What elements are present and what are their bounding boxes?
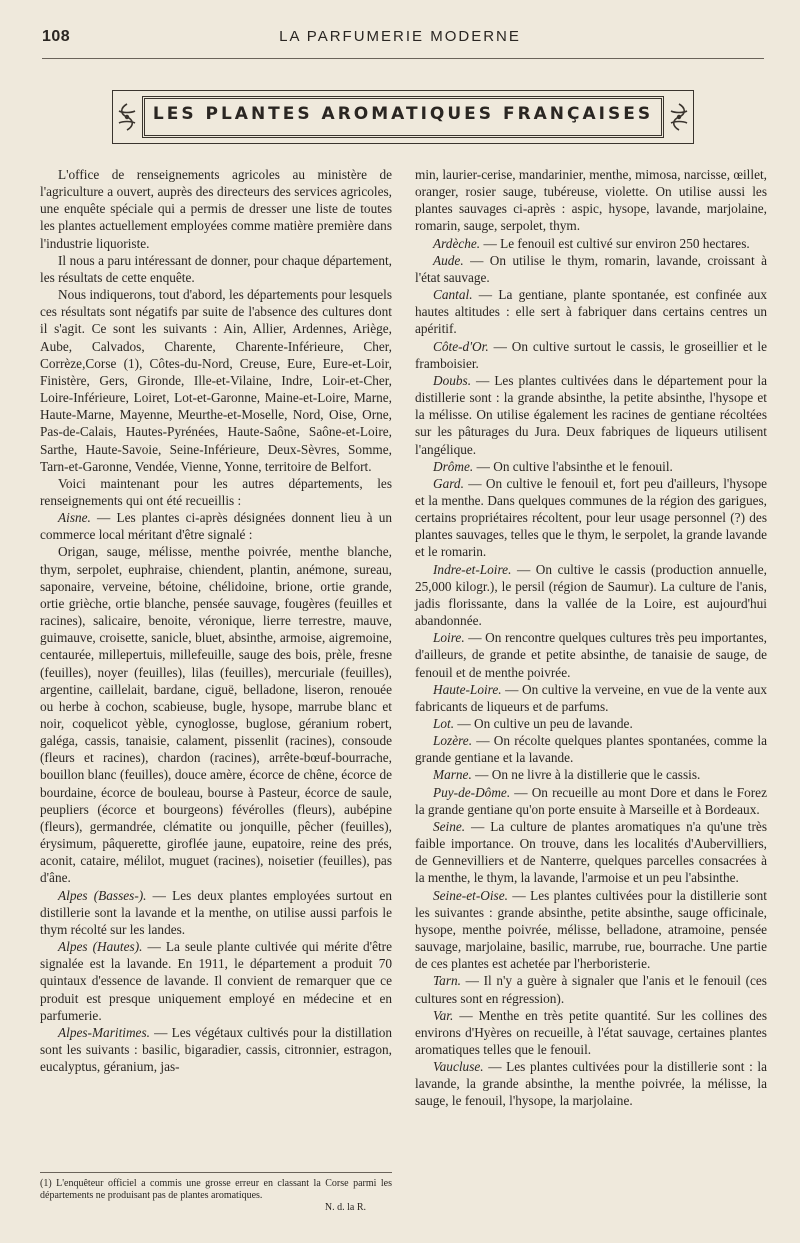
running-head xyxy=(0,28,800,52)
department-name: Côte-d'Or. xyxy=(433,338,489,354)
department-name: Seine. xyxy=(433,818,466,834)
transition-paragraph: Voici maintenant pour les autres départements, les renseignements qui ont été recueillis : xyxy=(40,475,392,508)
department-entry-aisne xyxy=(40,509,392,543)
journal-title: LA PARFUMERIE MODERNE xyxy=(279,28,521,45)
department-entry-lot xyxy=(415,715,767,732)
department-text: — Les plantes cultivées dans le département pour la distillerie sont : la grande absinthe, la petite absinthe, l'hysope et la mélisse. On utilise également les racines de gentiane récoltées sur les pâturages du Jura. Deux fabriques de liqueurs utilisent l'angélique. xyxy=(415,372,767,457)
footnote-rule xyxy=(40,1172,392,1173)
department-entry-alpes-maritimes xyxy=(40,1024,392,1075)
department-name: Loire. xyxy=(433,630,465,646)
department-text: — On recueille au mont Dore et dans le Forez la grande gentiane qu'on porte ensuite à Marseille et à Bordeaux. xyxy=(415,784,767,817)
department-entry-aude xyxy=(415,252,767,286)
article-title: LES PLANTES AROMATIQUES FRANÇAISES xyxy=(152,104,654,124)
article-title-banner xyxy=(112,90,694,144)
department-entry-loire xyxy=(415,629,767,680)
department-entry-tarn xyxy=(415,972,767,1006)
negative-departments-paragraph: Nous indiquerons, tout d'abord, les départements pour lesquels ces résultats sont négatifs par suite de l'absence des cultures dont il s'agit. Ce sont les suivants : Ain, Allier, Ardennes, Ariège, Aube, Calvados, Charente, Charente-Inférieure, Cher, Corrèze,Corse (1), Côtes-du-Nord, Creuse, Eure, Eure-et-Loir, Finistère, Gers, Gironde, Ille-et-Vilaine, Indre, Loir-et-Cher, Loire-Inférieure, Loiret, Lot-et-Garonne, Maine-et-Loire, Marne, Haute-Marne, Mayenne, Meurthe-et-Moselle, Nord, Oise, Orne, Pas-de-Calais, Hautes-Pyrénées, Haute-Saône, Saône-et-Loire, Sarthe, Haute-Savoie, Seine-Inférieure, Deux-Sèvres, Somme, Tarn-et-Garonne, Vendée, Vienne, Yonne, territoire de Belfort. xyxy=(40,287,392,474)
footnote xyxy=(40,1178,392,1214)
department-entry-ardeche xyxy=(415,235,767,252)
footnote-signature: N. d. la R. xyxy=(324,1202,366,1213)
department-name: Puy-de-Dôme. xyxy=(433,784,511,800)
department-text: — La seule plante cultivée qui mérite d'être signalée est la lavande. En 1911, le département a produit 70 quintaux d'essence de lavande. Il convient de remarquer que ce produit est presque uniquement employé en médecine et en parfumerie. xyxy=(40,939,393,1023)
department-text: — On cultive la verveine, en vue de la vente aux fabricants de liqueurs et de parfums. xyxy=(415,681,767,714)
department-entry-lozere xyxy=(415,732,767,766)
department-entry-vaucluse xyxy=(415,1058,767,1109)
department-name: Cantal. xyxy=(433,287,473,303)
department-name: Lozère. xyxy=(433,733,473,749)
department-entry-seine-et-oise xyxy=(415,887,767,973)
department-text: — On récolte quelques plantes spontanées, comme la grande gentiane et la lavande. xyxy=(415,733,767,766)
department-entry-hautes-alpes xyxy=(40,938,392,1024)
department-text: — Les végétaux cultivés pour la distillation sont les suivants : basilic, bigaradier, cassis, citronnier, estragon, eucalyptus, géranium, jas- xyxy=(40,1024,392,1075)
left-column xyxy=(40,166,392,1075)
department-name: Doubs. xyxy=(433,372,472,388)
department-entry-var xyxy=(415,1007,767,1058)
continuation-paragraph: min, laurier-cerise, mandarinier, menthe, mimosa, narcisse, œillet, oranger, rosier sauge, tubéreuse, violette. On utilise aussi les plantes sauvages ci-après : aspic, hysope, lavande, marjolaine, romarin, sauge, serpolet, thym. xyxy=(415,167,767,234)
department-entry-cantal xyxy=(415,286,767,337)
department-name: Vaucluse. xyxy=(433,1059,484,1075)
department-name: Alpes-Maritimes. xyxy=(58,1024,150,1040)
department-text: — Il n'y a guère à signaler que l'anis et le fenouil (ces cultures sont en régression). xyxy=(415,973,767,1006)
department-entry-seine xyxy=(415,818,767,887)
department-text: — On utilise le thym, romarin, lavande, croissant à l'état sauvage. xyxy=(415,252,767,285)
department-name: Seine-et-Oise. xyxy=(433,887,508,903)
department-text: — Menthe en très petite quantité. Sur les collines des environs d'Hyères on recueille, à l'état sauvage, certaines plantes aromatiques telles que le fenouil. xyxy=(415,1007,767,1057)
department-text: — Les deux plantes employées surtout en distillerie sont la lavande et la menthe, on utilise aussi parfois le thym récolté sur les landes. xyxy=(40,887,393,937)
department-name: Aisne. xyxy=(58,510,91,526)
department-name: Ardèche. xyxy=(433,235,481,251)
department-text: — On cultive un peu de lavande. xyxy=(454,716,633,731)
department-name: Lot. xyxy=(433,716,455,731)
department-name: Gard. xyxy=(433,475,464,491)
department-entry-doubs xyxy=(415,372,767,458)
department-text: — Les plantes ci-après désignées donnent lieu à un commerce local méritant d'être signalé : xyxy=(40,510,392,543)
department-text: — On cultive l'absinthe et le fenouil. xyxy=(473,458,673,474)
department-entry-gard xyxy=(415,475,767,561)
purpose-paragraph: Il nous a paru intéressant de donner, pour chaque département, les résultats de cette enquête. xyxy=(40,252,392,285)
department-name: Drôme. xyxy=(433,458,474,474)
department-text: — La gentiane, plante spontanée, est confinée aux hautes altitudes : elle sert à fabriquer dans certains centres un apéritif. xyxy=(415,287,767,337)
department-entry-cote-dor xyxy=(415,338,767,372)
department-name: Marne. xyxy=(433,767,472,783)
department-entry-drome xyxy=(415,458,767,475)
header-rule xyxy=(42,58,764,59)
department-name: Alpes (Hautes). xyxy=(58,939,143,955)
right-flourish-icon xyxy=(668,102,690,132)
department-name: Alpes (Basses-). xyxy=(58,887,147,903)
department-text: — Les plantes cultivées pour la distillerie sont : la lavande, la grande absinthe, la menthe poivrée, la mélisse, la sauge, le fenouil, l'hysope, la marjolaine. xyxy=(415,1059,767,1109)
department-text: — La culture de plantes aromatiques n'a qu'une très faible importance. On trouve, dans les localités d'Aubervilliers, de Gennevilliers et de Nanterre, quelques parcelles consacrées à la menthe, le thym, la lavande, l'armoise et un peu l'absinthe. xyxy=(415,818,767,886)
department-name: Tarn. xyxy=(433,973,461,989)
left-flourish-icon xyxy=(116,102,138,132)
department-text: — On cultive le cassis (production annuelle, 25,000 kilogr.), le persil (région de Saumur). La culture de l'anis, jadis florissante, dans la vallée de la Loire, est aujourd'hui abandonnée. xyxy=(415,561,767,629)
department-text: — On cultive surtout le cassis, le groseillier et le framboisier. xyxy=(415,338,767,371)
department-entry-haute-loire xyxy=(415,681,767,715)
plant-list-paragraph: Origan, sauge, mélisse, menthe poivrée, menthe blanche, thym, serpolet, euphraise, chiendent, plantin, anémone, sureau, saponaire, verveine, bétoine, chélidoine, brione, ortie grande, ortie grièche, ortie blanche, pensée sauvage, fougères (feuilles et racines), salicaire, benoite, véronique, lierre terrestre, mauve, guimauve, croisette, sanicle, bluet, absinthe, armoise, aigremoine, centaurée, millepertuis, millefeuille, sauge des bois, prèle, fresne (feuilles), noyer (feuilles), lilas (feuilles), mercuriale (feuilles), argentine, caillelait, bardane, ciguë, belladone, liseron, renouée ou herbe à cochon, scabieuse, bugle, hysope, marrube blanc et noir, coquelicot yèble, cynoglosse, buglose, géranium robert, galéga, cassis, tanaisie, calament, pissenlit (racines), consoude (fleurs et racines), chardon (racines), arrête-bœuf-bourrache, bouillon blanc (feuilles), douce amère, écorce de chêne, écorce de bourdaine, écorce de bouleau, bourse à Pasteur, écorce de saule, peupliers (écorce et bourgeons) févérolles (fleurs), aubépine (fleurs), germandrée, clématite ou jonquille, pêcher (feuilles), érysimum, pâquerette, giroflée jaune, eupatoire, reine des prés, aconit, cataire, mélilot, muguet (racines), noisetier (feuilles), pas d'âne. xyxy=(40,544,392,886)
department-name: Aude. xyxy=(433,252,464,268)
department-name: Haute-Loire. xyxy=(433,681,502,697)
department-text: — On cultive le fenouil et, fort peu d'ailleurs, l'hysope et la menthe. Dans quelques communes de la région des garigues, certains propriétaires récoltent, pour leur usage personnel (?) des plantes sauvages, telles que le thym, le serpolet, la grande lavande et le romarin. xyxy=(415,475,767,560)
page-number: 108 xyxy=(42,28,71,45)
department-entry-indre-et-loire xyxy=(415,561,767,630)
right-column xyxy=(415,166,767,1110)
department-entry-basses-alpes xyxy=(40,887,392,938)
department-entry-marne xyxy=(415,766,767,783)
intro-paragraph: L'office de renseignements agricoles au ministère de l'agriculture a ouvert, auprès des directeurs des services agricoles, une enquête spéciale qui a permis de dresser une liste de toutes les plantes actuellement employées comme matière première dans l'industrie liquoriste. xyxy=(40,167,392,251)
department-text: — On rencontre quelques cultures très peu importantes, d'ailleurs, de grande et petite absinthe, de tanaisie de sauge, de fenouil et de menthe poivrée. xyxy=(415,630,767,680)
department-text: — Le fenouil est cultivé sur environ 250 hectares. xyxy=(480,235,750,251)
department-name: Var. xyxy=(433,1007,454,1023)
department-entry-puy-de-dome xyxy=(415,784,767,818)
department-text: — On ne livre à la distillerie que le cassis. xyxy=(471,767,701,783)
department-text: — Les plantes cultivées pour la distillerie sont les suivantes : grande absinthe, petite absinthe, sauge officinale, hysope, menthe poivrée, mélisse, belladone, atramoine, pensée sauvage, marjolaine, basilic, marrube, rue, bourrache. Une partie de ces plantes est achetée par l'herboristerie. xyxy=(415,887,767,972)
department-name: Indre-et-Loire. xyxy=(433,561,512,577)
footnote-text: (1) L'enquêteur officiel a commis une grosse erreur en classant la Corse parmi les départements ne produisant pas de plantes aromatiques. xyxy=(40,1178,392,1201)
